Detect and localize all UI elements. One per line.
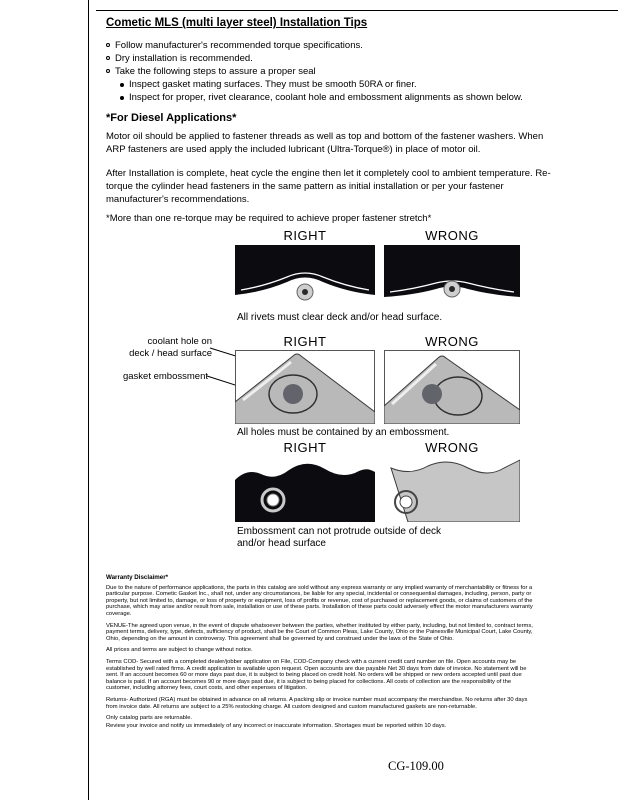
disclaimer-paragraph: VENUE-The agreed upon venue, in the event of dispute whatsoever between the parties, whether instituted by either party, including, but not limited to, contract terms, payment terms, delivery, type, defects, sufficiency of product, shall be the Court of Common Pleas, Lake County, Ohio or the Painesville Municipal Court, Lake County, Ohio, depending on the amount in controversy. This agreement shall be governed by and construed under the laws of the State of Ohio.	[106, 622, 533, 642]
page-number: CG-109.00	[388, 759, 444, 773]
tip-text: Follow manufacturer's recommended torque specifications.	[115, 40, 363, 51]
diesel-applications-heading: *For Diesel Applications*	[106, 112, 237, 124]
holes-wrong-diagram	[384, 350, 520, 424]
disclaimer-paragraph: Review your invoice and notify us immediately of any incorrect or inaccurate information. Shortages must be reported within 10 days.	[106, 722, 447, 729]
rivet-wrong-diagram	[384, 245, 520, 309]
hole-icon	[400, 496, 412, 508]
disclaimer-paragraph: All prices and terms are subject to change without notice.	[106, 647, 253, 654]
coolant-hole-callout	[96, 336, 212, 359]
gasket-embossment-callout: gasket embossment	[122, 371, 208, 382]
disclaimer-paragraph: Terms COD- Secured with a completed dealer/jobber application on File, COD-Company check with a current credit card number on file. Open accounts may be established by well rated firms. A credit application is available upon request. Open accounts are due payable Net 30 days from date of invoice. No statement will be sent. If an account becomes 60 or more days past due, it is subject to being placed on credit hold. No orders will be shipped or new orders accepted until past due balance is paid. If an account becomes 90 or more days past due, it is subject to being placed for collections. All costs of collection are the responsibility of the customer, including attorney fees, court costs, and other expenses of litigation.	[106, 658, 527, 692]
coolant-hole-icon	[422, 384, 442, 404]
sub-tip-text: Inspect gasket mating surfaces. They must be smooth 50RA or finer.	[129, 79, 417, 90]
right-header-row1: RIGHT	[283, 228, 327, 243]
holes-caption: All holes must be contained by an embossment.	[237, 427, 450, 438]
installation-tips-list	[106, 39, 566, 104]
top-border-rule	[96, 10, 618, 11]
rivet-right-diagram	[235, 245, 375, 309]
embossment-wrong-diagram	[384, 456, 520, 522]
diesel-paragraph-1: Motor oil should be applied to fastener threads as well as top and bottom of the fastener washers. When ARP fasteners are used apply the included lubricant (Ultra-Torque®) in place of motor oil.	[106, 131, 544, 155]
rivet-caption: All rivets must clear deck and/or head surface.	[237, 312, 443, 323]
tip-text: Take the following steps to assure a proper seal	[115, 66, 316, 77]
wrong-header-row3: WRONG	[425, 440, 479, 455]
circle-bullet-icon	[106, 43, 110, 47]
coolant-hole-icon	[283, 384, 303, 404]
page-title: Cometic MLS (multi layer steel) Installation Tips	[106, 17, 368, 29]
tip-text: Dry installation is recommended.	[115, 53, 253, 64]
dot-bullet-icon	[120, 83, 124, 87]
diesel-paragraph-2: After Installation is complete, heat cycle the engine then let it completely cool to ambient temperature. Re-torque the cylinder head fasteners in the same pattern as initial installation or per your fastener manufacturer's recommendations.	[106, 168, 551, 205]
tip-item	[106, 65, 566, 78]
disclaimer-paragraph: Returns- Authorized (RGA) must be obtained in advance on all returns. A packing slip or invoice number must accompany the merchandise. No returns after 30 days from invoice date. All returns are subject to a 25% restocking charge. All custom designed and custom manufactured gaskets are non-returnable.	[106, 696, 528, 710]
left-border-rule	[88, 0, 89, 800]
sub-tip-item	[120, 78, 566, 91]
embossment-caption: Embossment can not protrude outside of deck and/or head surface	[237, 526, 442, 549]
disclaimer-paragraph: Due to the nature of performance applications, the parts in this catalog are sold without any express warranty or any implied warranty of merchantability or fitness for a particular purpose. Cometic Gasket Inc., shall not, under any circumstances, be liable for any special, incidental or consequential damages, including, person, party or property, but not limited to, damage, or loss of property or equipment, loss of profits or revenue, cost of purchased or replacement goods, or claims of customers of the purchase, which may arise and/or result from sale, installation or use of these parts. Installation of these parts could adversely effect the motor manufacturers warranty coverage.	[106, 584, 533, 617]
callout-line-1: coolant hole on	[147, 336, 212, 347]
tip-item	[106, 52, 566, 65]
disclaimer-heading: Warranty Disclaimer*	[106, 574, 169, 581]
wrong-header-row1: WRONG	[425, 228, 479, 243]
right-header-row2: RIGHT	[283, 334, 327, 349]
dot-bullet-icon	[120, 96, 124, 100]
embossment-right-diagram	[235, 456, 375, 522]
disclaimer-paragraph: Only catalog parts are returnable.	[106, 715, 193, 722]
right-header-row3: RIGHT	[283, 440, 327, 455]
circle-bullet-icon	[106, 69, 110, 73]
tip-item	[106, 39, 566, 52]
sub-tip-text: Inspect for proper, rivet clearance, coolant hole and embossment alignments as shown below.	[129, 92, 523, 103]
callout-line-2: deck / head surface	[129, 347, 212, 359]
hole-icon	[267, 494, 279, 506]
circle-bullet-icon	[106, 56, 110, 60]
sub-tip-item	[120, 91, 566, 104]
warranty-disclaimer-section	[106, 575, 534, 730]
holes-right-diagram	[235, 350, 375, 424]
wrong-header-row2: WRONG	[425, 334, 479, 349]
retorque-note: *More than one re-torque may be required to achieve proper fastener stretch*	[106, 213, 432, 224]
